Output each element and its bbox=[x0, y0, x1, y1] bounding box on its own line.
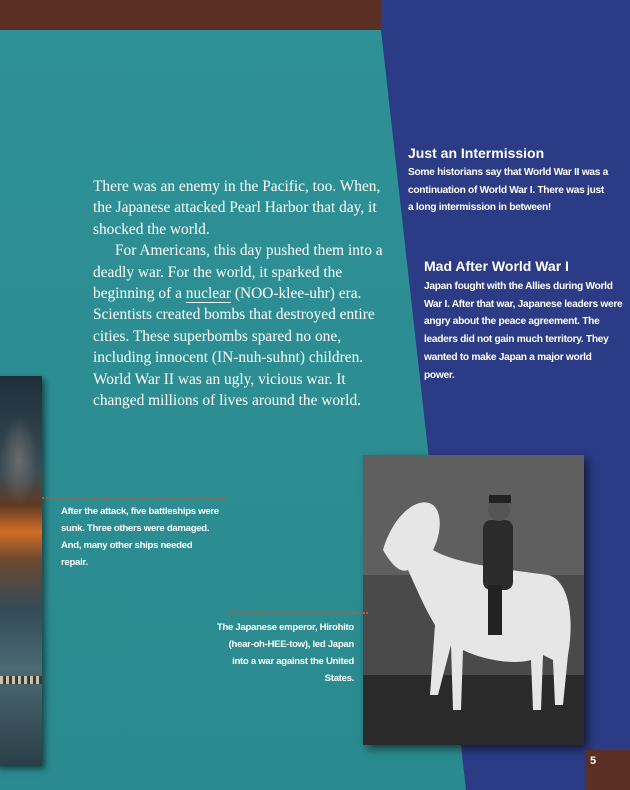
caption-rule-right bbox=[228, 612, 368, 614]
page-number: 5 bbox=[590, 755, 597, 767]
main-paragraph-1: There was an enemy in the Pacific, too. When, the Japanese attacked Pearl Harbor that day, it shocked the world. bbox=[93, 178, 381, 238]
glossary-term-nuclear[interactable]: nuclear bbox=[185, 285, 232, 303]
photo-bridge bbox=[0, 676, 42, 684]
emperor-hirohito-photo bbox=[363, 455, 584, 745]
main-paragraph-2-end: (NOO-klee-uhr) era. Scientists created bombs that destroyed entire cities. These superbombs spared no one, including innocent (IN-nuh-suhnt) children. World War II was an ugly, vicious war. It changed millions of lives around the world. bbox=[93, 285, 375, 410]
pearl-harbor-photo bbox=[0, 376, 42, 766]
header-navy-corner bbox=[0, 0, 630, 30]
sidebar-body-intermission: Some historians say that World War II was a continuation of World War I. There was just a long intermission in between! bbox=[408, 167, 608, 214]
photo-smoke bbox=[0, 416, 38, 506]
main-text-block bbox=[93, 176, 383, 411]
caption-hirohito: The Japanese emperor, Hirohito (hear-oh-HEE-tow), led Japan into a war against the United States. bbox=[216, 622, 354, 684]
sidebar-body-mad-after-wwi: Japan fought with the Allies during World War I. After that war, Japanese leaders were angry about the peace agreement. The leaders did not gain much territory. They wanted to make Japan a major world power. bbox=[424, 281, 623, 381]
sidebar-title-mad-after-wwi: Mad After World War I bbox=[424, 258, 569, 274]
sidebar-title-intermission: Just an Intermission bbox=[408, 145, 545, 161]
caption-rule-left bbox=[42, 497, 228, 499]
main-paragraph-2 bbox=[93, 240, 383, 411]
sidebar-mad-after-wwi bbox=[424, 258, 624, 384]
caption-pearl-harbor: After the attack, five battleships were sunk. Three others were damaged. And, many other ships needed repair. bbox=[61, 506, 219, 568]
main-paragraph-2-start: For Americans, this day pushed them into a deadly war. For the world, it sparked the beginning of a bbox=[93, 242, 383, 303]
sidebar-just-an-intermission bbox=[408, 145, 608, 217]
